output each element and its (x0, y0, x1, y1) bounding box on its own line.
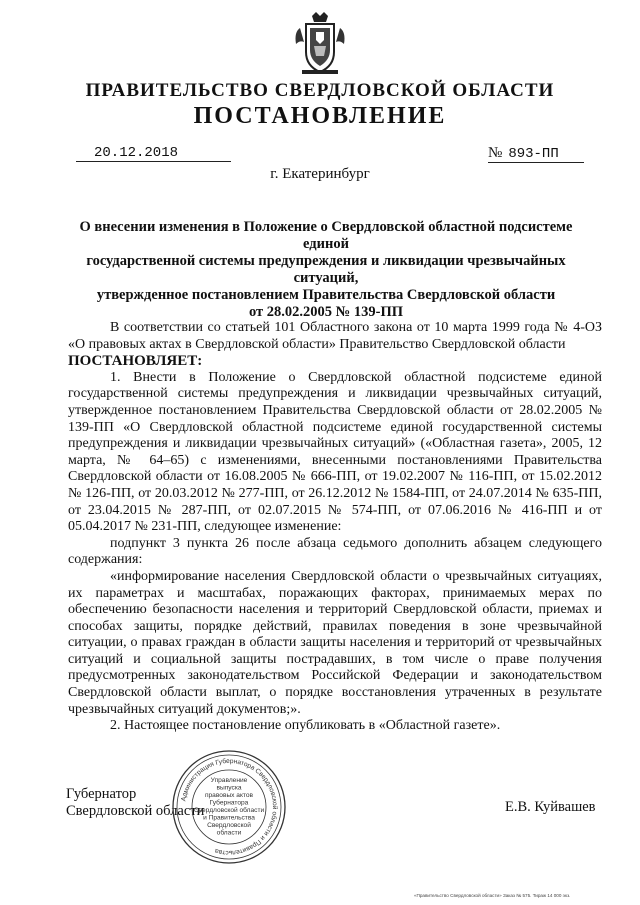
document-body (68, 320, 602, 735)
quoted-paragraph: «информирование населения Свердловской области о чрезвычайных ситуациях, их параметрах и масштабах, поражающих факторах, принимаемых мерах по обеспечению безопасности населения и территорий Свердловской области, приемах и способах защиты, порядке действий, правилах поведения в зоне чрезвычайной ситуации, о правах граждан в области защиты населения и территорий от чрезвычайных ситуаций и социальной защиты пострадавших, в том числе о праве получения предусмотренных законодательством Российской Федерации и законодательством Свердловской области выплат, о порядке восстановления утраченных в результате чрезвычайных ситуаций документов;». (68, 568, 602, 717)
seal-center-line: Свердловской области (193, 807, 265, 814)
government-title: ПРАВИТЕЛЬСТВО СВЕРДЛОВСКОЙ ОБЛАСТИ (85, 80, 555, 101)
coat-of-arms-icon (290, 10, 350, 78)
signatory-role-line: Свердловской области (66, 803, 205, 819)
item-1-paragraph: 1. Внести в Положение о Свердловской областной подсистеме единой государственной системы предупреждения и ликвидации чрезвычайных ситуаций, утвержденное постановлением Правительства Свердловской области от 28.02.2005 № 139-ПП «О Свердловской областной подсистеме единой государственной системы предупреждения и ликвидации чрезвычайных ситуаций» («Областная газета», 2005, 12 марта, № 64–65) с изменениями, внесенными постановлениями Правительства Свердловской области от 16.08.2005 № 666-ПП, от 19.02.2007 № 116-ПП, от 15.02.2012 № 126-ПП, от 20.03.2012 № 277-ПП, от 26.12.2012 № 1584-ПП, от 24.07.2014 № 635-ПП, от 23.04.2015 № 287-ПП, от 02.07.2015 № 574-ПП, от 07.06.2016 № 416-ПП и от 05.04.2017 № 231-ПП, следующее изменение: (68, 369, 602, 535)
subject-line: утвержденное постановлением Правительства Свердловской области (96, 287, 556, 303)
subject-line: от 28.02.2005 № 139-ПП (248, 304, 403, 320)
resolves-heading: ПОСТАНОВЛЯЕТ: (68, 353, 203, 370)
document-type: ПОСТАНОВЛЕНИЕ (193, 103, 447, 129)
city: г. Екатеринбург (270, 166, 370, 182)
document-subject (66, 219, 586, 321)
seal-ring-text: Администрация Губернатора Свердловской области и Правительства (180, 757, 279, 857)
signatory-name: Е.В. Куйвашев (505, 799, 596, 815)
seal-center-line: и Правительства (203, 814, 255, 822)
document-number (488, 145, 584, 163)
number-value: 893-ПП (508, 146, 559, 162)
seal-center-line: Губернатора (209, 799, 249, 807)
document-date: 20.12.2018 (76, 145, 231, 162)
number-symbol: № (488, 145, 503, 161)
item-2-paragraph: 2. Настоящее постановление опубликовать в «Областной газете». (110, 718, 501, 734)
preamble-paragraph: В соответствии со статьей 101 Областного закона от 10 марта 1999 года № 4-ОЗ «О правовых актах в Свердловской области» Правительство Свердловской области (68, 320, 602, 352)
seal-center-line: Управление (210, 777, 248, 784)
seal-center-line: выпуска (216, 784, 242, 792)
official-seal-stamp (170, 748, 288, 866)
seal-center-line: правовых актов (204, 792, 254, 799)
signatory-role-line: Губернатор (66, 786, 137, 802)
subject-line: государственной системы предупреждения и ликвидации чрезвычайных ситуаций, (86, 253, 566, 286)
print-info-footer: «Правительство Свердловской области» Заказ № 575. Тираж 14 000 экз. (414, 893, 571, 898)
subject-line: О внесении изменения в Положение о Свердловской областной подсистеме единой (79, 219, 573, 252)
subitem-paragraph: подпункт 3 пункта 26 после абзаца седьмого дополнить абзацем следующего содержания: (68, 535, 602, 568)
seal-center-line: Свердловской (207, 822, 251, 829)
seal-center-line: области (216, 829, 242, 837)
